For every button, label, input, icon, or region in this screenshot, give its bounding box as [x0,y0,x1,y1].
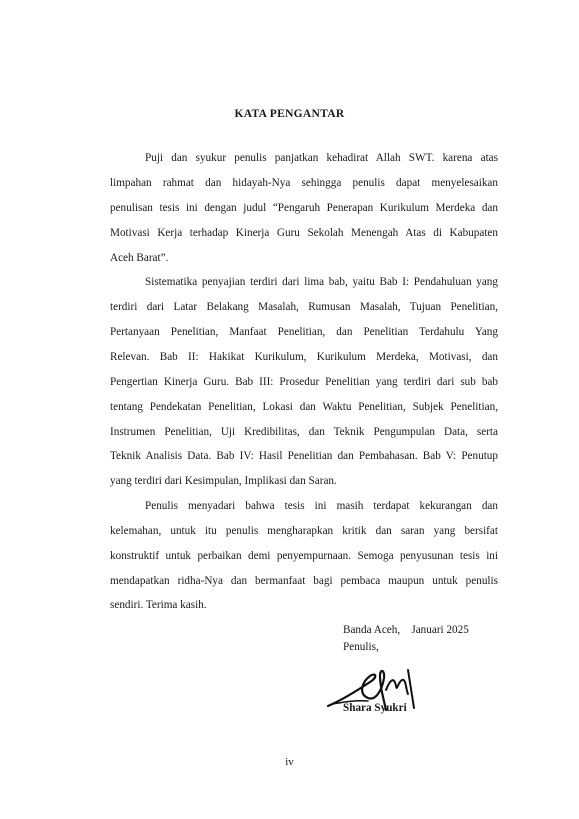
page-title: KATA PENGANTAR [234,108,345,120]
author-name: Shara Syukri [343,702,407,714]
paragraph-2-line: terdiri dari Latar Belakang Masalah, Rumusan Masalah, Tujuan Penelitian, [110,301,498,313]
paragraph-1-line: Puji dan syukur penulis panjatkan kehadirat Allah SWT. karena atas [145,152,498,164]
author-label: Penulis, [343,641,379,653]
paragraph-1-line: limpahan rahmat dan hidayah-Nya sehingga penulis dapat menyelesaikan [110,177,498,189]
paragraph-2-line: yang terdiri dari Kesimpulan, Implikasi dan Saran. [110,475,337,487]
paragraph-2-line: Pertanyaan Penelitian, Manfaat Penelitian, dan Penelitian Terdahulu Yang [110,326,498,338]
place-date: Banda Aceh, Januari 2025 [343,624,469,636]
paragraph-2-line: tentang Pendekatan Penelitian, Lokasi dan Waktu Penelitian, Subjek Penelitian, [110,401,498,413]
paragraph-2-line: Instrumen Penelitian, Uji Kredibilitas, dan Teknik Pengumpulan Data, serta [110,426,498,438]
paragraph-3-line: konstruktif untuk perbaikan demi penyempurnaan. Semoga penyusunan tesis ini [110,550,498,562]
page-number: iv [285,756,294,768]
paragraph-1-line: Aceh Barat”. [110,252,169,264]
paragraph-3-line: Penulis menyadari bahwa tesis ini masih terdapat kekurangan dan [145,500,498,512]
paragraph-2-line: Teknik Analisis Data. Bab IV: Hasil Penelitian dan Pembahasan. Bab V: Penutup [110,450,498,462]
paragraph-3-line: sendiri. Terima kasih. [110,599,207,611]
paragraph-2-line: Relevan. Bab II: Hakikat Kurikulum, Kurikulum Merdeka, Motivasi, dan [110,351,498,363]
paragraph-2-line: Pengertian Kinerja Guru. Bab III: Prosedur Penelitian yang terdiri dari sub bab [110,376,498,388]
paragraph-3-line: kelemahan, untuk itu penulis mengharapkan kritik dan saran yang bersifat [110,525,498,537]
paragraph-1-line: Motivasi Kerja terhadap Kinerja Guru Sekolah Menengah Atas di Kabupaten [110,227,498,239]
paragraph-3-line: mendapatkan ridha-Nya dan bermanfaat bagi pembaca maupun untuk penulis [110,575,498,587]
paragraph-1-line: penulisan tesis ini dengan judul “Pengaruh Penerapan Kurikulum Merdeka dan [110,202,498,214]
paragraph-2-line: Sistematika penyajian terdiri dari lima bab, yaitu Bab I: Pendahuluan yang [145,276,498,288]
